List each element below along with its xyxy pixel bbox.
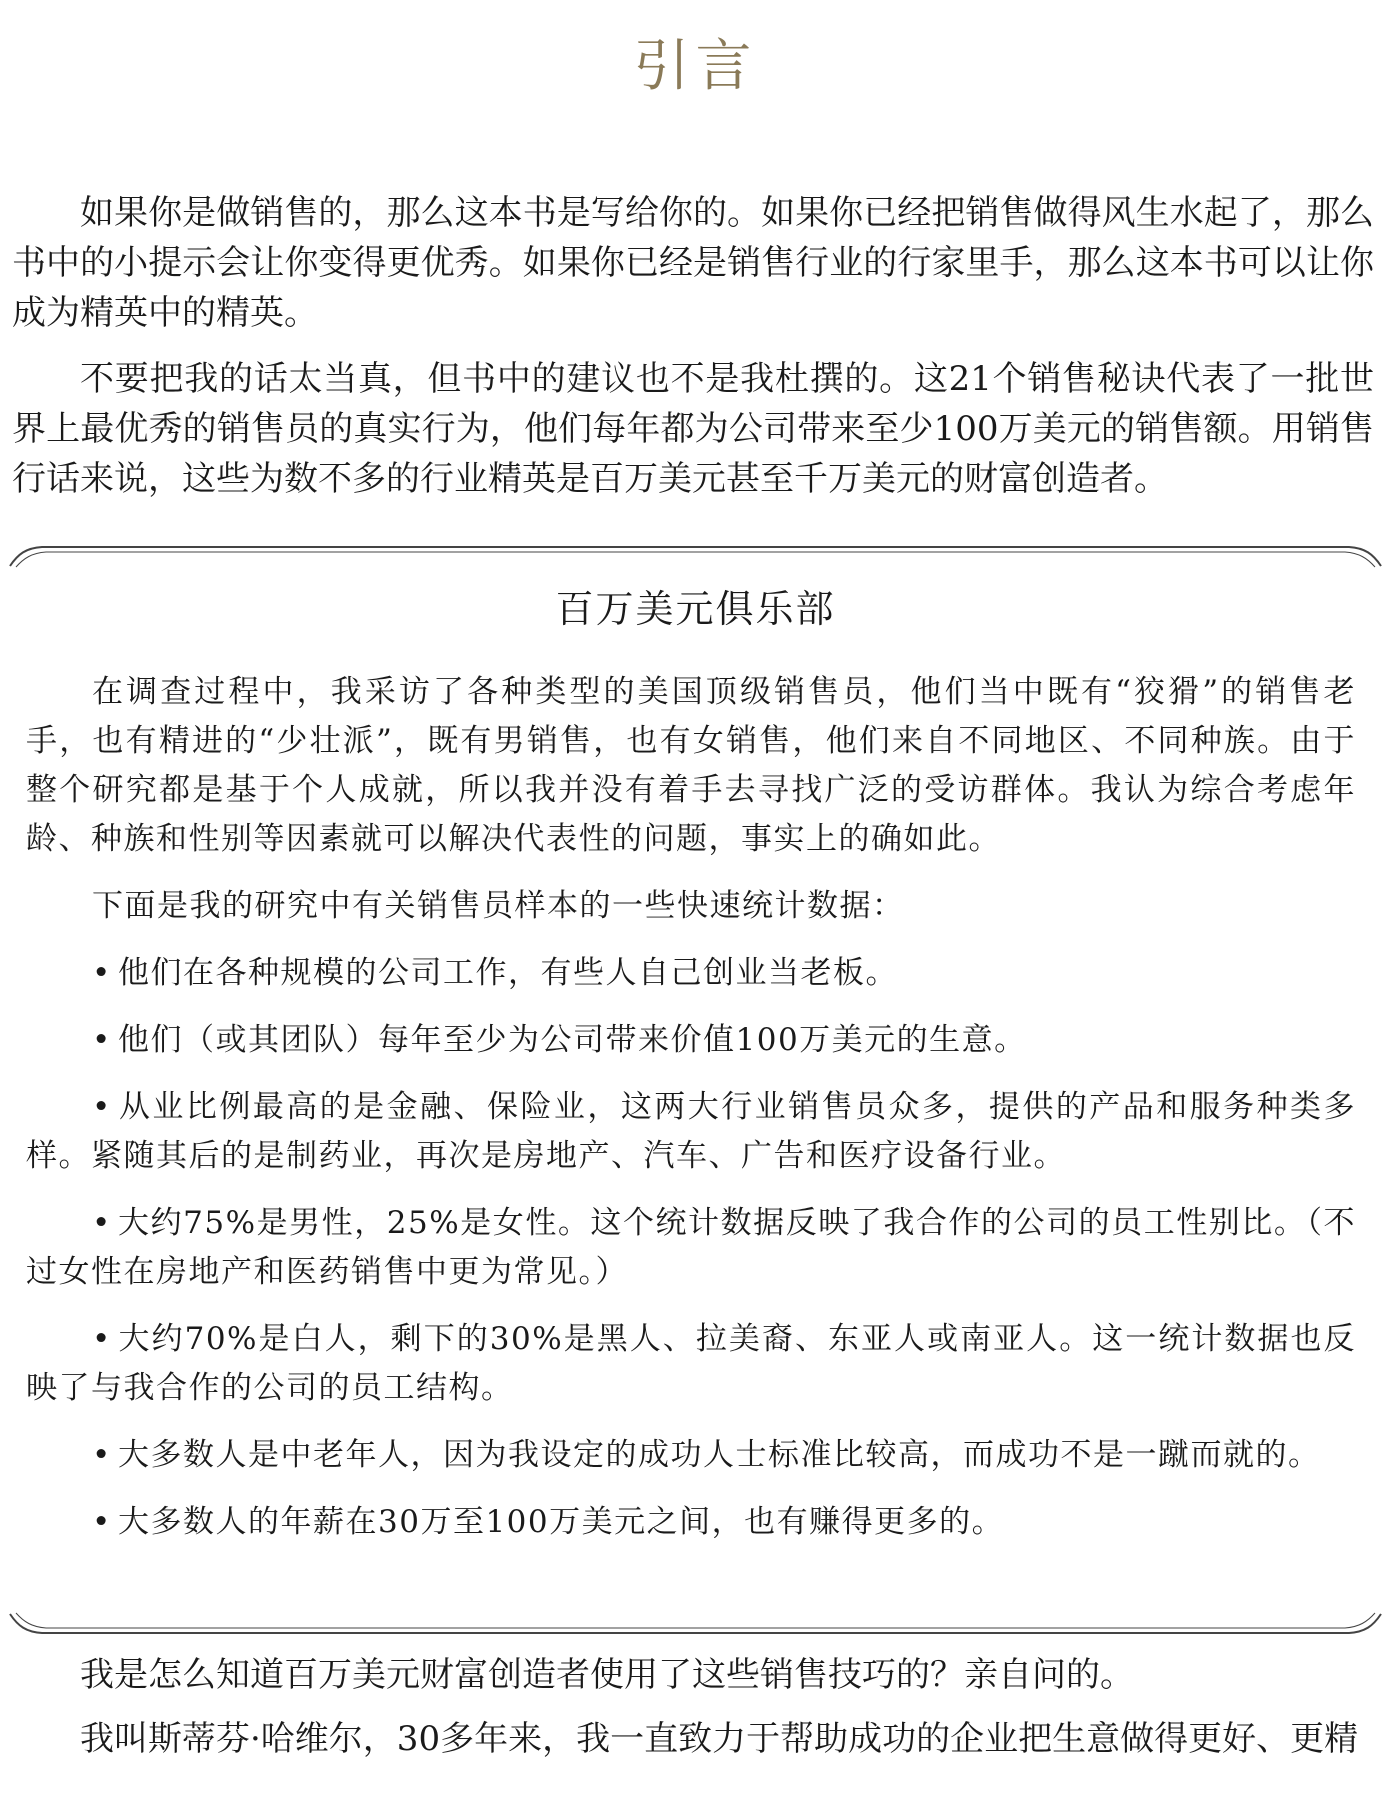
intro-paragraph-1: 如果你是做销售的，那么这本书是写给你的。如果你已经把销售做得风生水起了，那么书中的小提示会让你变得更优秀。如果你已经是销售行业的行家里手，那么这本书可以让你成为精英中的精英。 xyxy=(12,193,1374,333)
sidebar-bottom-rule xyxy=(8,1612,1383,1640)
bullet-icon: • xyxy=(92,1437,112,1473)
outro-section xyxy=(12,1650,1374,1778)
bullet-icon: • xyxy=(92,1022,112,1058)
bullet-icon: • xyxy=(92,1089,112,1125)
intro-paragraph-2: 不要把我的话太当真，但书中的建议也不是我杜撰的。这21个销售秘诀代表了一批世界上最优秀的销售员的真实行为，他们每年都为公司带来至少100万美元的销售额。用销售行话来说，这些为数不多的行业精英是百万美元甚至千万美元的财富创造者。 xyxy=(12,359,1374,499)
bullet-icon: • xyxy=(92,1205,112,1241)
list-item xyxy=(26,1315,1356,1413)
sidebar-paragraph-1: 在调查过程中，我采访了各种类型的美国顶级销售员，他们当中既有“狡猾”的销售老手，也有精进的“少壮派”，既有男销售，也有女销售，他们来自不同地区、不同种族。由于整个研究都是基于个人成就，所以我并没有着手去寻找广泛的受访群体。我认为综合考虑年龄、种族和性别等因素就可以解决代表性的问题，事实上的确如此。 xyxy=(26,674,1356,857)
outro-paragraph-1: 我是怎么知道百万美元财富创造者使用了这些销售技巧的？亲自问的。 xyxy=(80,1655,1134,1695)
bullet-text: 从业比例最高的是金融、保险业，这两大行业销售员众多，提供的产品和服务种类多样。紧随其后的是制药业，再次是房地产、汽车、广告和医疗设备行业。 xyxy=(26,1089,1356,1174)
list-item xyxy=(26,1431,1356,1480)
list-item xyxy=(26,1199,1356,1297)
outro-paragraph-2: 我叫斯蒂芬·哈维尔，30多年来，我一直致力于帮助成功的企业把生意做得更好、更精 xyxy=(80,1719,1359,1759)
bullet-text: 大约70%是白人，剩下的30%是黑人、拉美裔、东亚人或南亚人。这一统计数据也反映了与我合作的公司的员工结构。 xyxy=(26,1321,1356,1406)
chapter-heading: 引言 xyxy=(633,34,758,99)
bullet-text: 他们（或其团队）每年至少为公司带来价值100万美元的生意。 xyxy=(118,1022,1027,1058)
list-item xyxy=(26,1498,1356,1547)
bullet-icon: • xyxy=(92,1321,112,1357)
sidebar-body xyxy=(26,668,1356,1565)
list-item xyxy=(26,1016,1356,1065)
sidebar-top-rule xyxy=(8,540,1383,568)
intro-section xyxy=(12,188,1374,520)
list-item xyxy=(26,949,1356,998)
bullet-text: 大多数人的年薪在30万至100万美元之间，也有赚得更多的。 xyxy=(118,1504,1005,1540)
bullet-text: 他们在各种规模的公司工作，有些人自己创业当老板。 xyxy=(118,955,898,991)
bullet-text: 大约75%是男性，25%是女性。这个统计数据反映了我合作的公司的员工性别比。（不过女性在房地产和医药销售中更为常见。） xyxy=(26,1205,1356,1290)
bullet-text: 大多数人是中老年人，因为我设定的成功人士标准比较高，而成功不是一蹴而就的。 xyxy=(118,1437,1321,1473)
list-item xyxy=(26,1083,1356,1181)
bullet-icon: • xyxy=(92,955,112,991)
sidebar-paragraph-2: 下面是我的研究中有关销售员样本的一些快速统计数据： xyxy=(92,888,905,924)
bullet-icon: • xyxy=(92,1504,112,1540)
sidebar-title: 百万美元俱乐部 xyxy=(555,587,836,631)
